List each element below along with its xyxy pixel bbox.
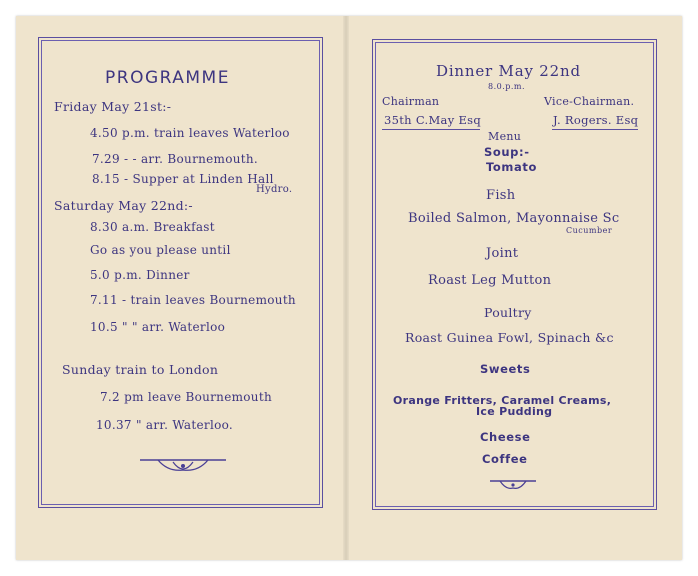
sunday-heading: Sunday train to London	[62, 362, 219, 377]
sweets-line-1: Orange Fritters, Caramel Creams,	[393, 394, 612, 407]
saturday-line-4: 7.11 - train leaves Bournemouth	[90, 293, 296, 307]
card-fold	[343, 16, 349, 560]
fish-label: Fish	[486, 188, 516, 203]
dinner-title: Dinner May 22nd	[436, 62, 581, 80]
saturday-line-5: 10.5 " " arr. Waterloo	[90, 320, 226, 334]
cheese-item: Cheese	[480, 430, 531, 444]
vice-chairman-label: Vice-Chairman.	[544, 95, 635, 108]
soup-item: Tomato	[486, 160, 537, 174]
joint-label: Joint	[486, 246, 519, 261]
sweets-line-2: Ice Pudding	[476, 405, 553, 418]
chairman-name: 35th C.May Esq	[384, 113, 482, 127]
ornament-left-icon	[138, 456, 228, 476]
friday-line-3: 8.15 - Supper at Linden Hall	[92, 172, 274, 186]
vice-chairman-name: J. Rogers. Esq	[553, 113, 639, 127]
menu-label: Menu	[488, 130, 522, 143]
saturday-line-3: 5.0 p.m. Dinner	[90, 268, 190, 282]
sunday-line-2: 10.37 " arr. Waterloo.	[96, 418, 234, 432]
vice-chairman-underline	[552, 129, 638, 130]
joint-item: Roast Leg Mutton	[428, 273, 552, 288]
saturday-line-2: Go as you please until	[90, 243, 231, 257]
friday-line-4: Hydro.	[256, 184, 293, 195]
chairman-label: Chairman	[382, 95, 440, 108]
ornament-right-icon	[488, 478, 538, 494]
dinner-time: 8.0.p.m.	[488, 82, 526, 91]
programme-title: PROGRAMME	[105, 68, 230, 88]
friday-line-2: 7.29 - - arr. Bournemouth.	[92, 152, 259, 166]
sunday-line-1: 7.2 pm leave Bournemouth	[100, 390, 272, 404]
poultry-label: Poultry	[484, 305, 532, 320]
fish-item: Boiled Salmon, Mayonnaise Sc	[408, 211, 620, 226]
chairman-underline	[382, 129, 480, 130]
poultry-item: Roast Guinea Fowl, Spinach &c	[405, 330, 614, 345]
sweets-label: Sweets	[480, 362, 531, 376]
saturday-line-1: 8.30 a.m. Breakfast	[90, 220, 215, 234]
soup-label: Soup:-	[484, 145, 530, 159]
saturday-heading: Saturday May 22nd:-	[54, 198, 193, 213]
fish-note: Cucumber	[566, 226, 613, 235]
friday-line-1: 4.50 p.m. train leaves Waterloo	[90, 126, 290, 140]
friday-heading: Friday May 21st:-	[54, 99, 172, 114]
coffee-item: Coffee	[482, 452, 528, 466]
